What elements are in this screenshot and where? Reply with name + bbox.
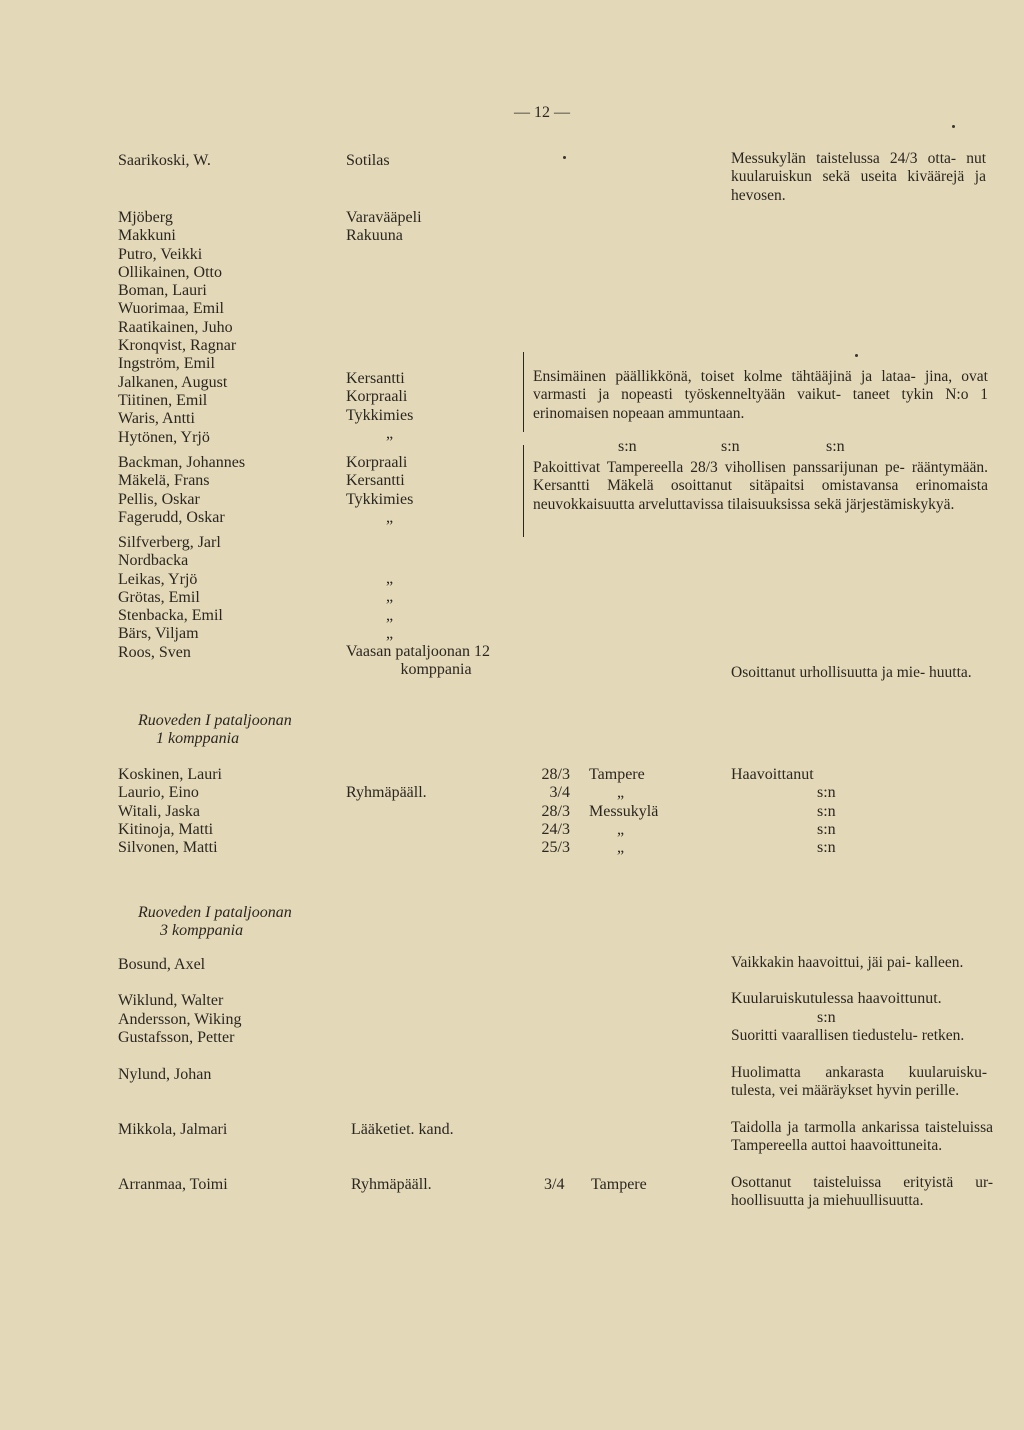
date: 24/3	[541, 820, 570, 838]
list-item: Makkuni	[118, 227, 176, 245]
heading-line: 3 komppania	[160, 922, 244, 940]
note-arranmaa: Osottanut taisteluissa erityistä ur- hoollisuutta ja miehuullisuutta.	[731, 1174, 993, 1210]
list-item: Tykkimies	[346, 490, 414, 508]
date-arranmaa: 3/4	[544, 1176, 565, 1193]
list-item: „	[386, 570, 394, 587]
rank-arranmaa: Ryhmäpääll.	[351, 1176, 432, 1193]
note: Haavoittanut	[731, 766, 814, 783]
note-mikkola: Taidolla ja tarmolla ankarissa taisteluissa Tampereella auttoi haavoittuneita.	[731, 1119, 993, 1155]
list-item: Ingström, Emil	[118, 355, 215, 373]
list-item: Varavääpeli	[346, 209, 422, 226]
name-wiklund: Wiklund, Walter	[118, 992, 224, 1009]
page-number: — 12 —	[514, 104, 570, 121]
note-wiklund: Kuularuiskutulessa haavoittunut.	[731, 990, 942, 1007]
speck	[952, 125, 955, 128]
note-saarikoski: Messukylän taistelussa 24/3 otta- nut kuularuiskun sekä useita kiväärejä ja hevosen.	[731, 150, 986, 204]
place: „	[617, 839, 625, 857]
list-item: Jalkanen, August	[118, 373, 228, 391]
brace	[523, 445, 524, 537]
speck	[855, 354, 858, 357]
place: Tampere	[589, 766, 645, 783]
date: 3/4	[549, 784, 570, 802]
table-row: Laurio, Eino	[118, 784, 199, 802]
list-item: Korpraali	[346, 388, 408, 406]
s2-rank-laurio: Ryhmäpääll.	[346, 784, 427, 801]
table-row: Koskinen, Lauri	[118, 766, 222, 783]
list-item: Kersantti	[346, 472, 405, 490]
heading-line: 1 komppania	[156, 730, 240, 748]
ranks-group1b	[346, 370, 413, 443]
ranks-group3	[386, 570, 393, 643]
table-row: Witali, Jaska	[118, 802, 200, 820]
note-bosund: Vaikkakin haavoittui, jäi pai- kalleen.	[731, 954, 964, 971]
note: s:n	[817, 784, 836, 802]
list-item: Pellis, Oskar	[118, 490, 200, 508]
rank-vaasa-line: komppania	[400, 661, 472, 679]
note-armored-train: Pakoittivat Tampereella 28/3 vihollisen panssarijunan pe- rääntymään. Kersantti Mäkelä osoittanut sitäpaitsi omistavansa erinomaista neuvokkaisuutta arveluttavissa tilaisuuksissa sekä järjestämiskykyä.	[533, 459, 988, 513]
heading-line: Ruoveden I pataljoonan	[138, 904, 292, 921]
list-item: „	[386, 624, 394, 642]
list-item: „	[386, 424, 394, 442]
names-group2	[118, 454, 245, 527]
list-item: Bärs, Viljam	[118, 625, 199, 643]
list-item: Hytönen, Yrjö	[118, 428, 210, 446]
place: Messukylä	[589, 802, 659, 820]
list-item: Nordbacka	[118, 552, 189, 570]
list-item: „	[386, 508, 394, 526]
note: s:n	[817, 820, 836, 838]
list-item: Backman, Johannes	[118, 454, 246, 471]
list-item: „	[386, 588, 394, 606]
note-nylund: Huolimatta ankarasta kuularuisku- tulesta, vei määräykset hyvin perille.	[731, 1064, 987, 1100]
ditto-sn: s:n	[618, 438, 637, 455]
s2-dates	[480, 766, 570, 857]
place: „	[617, 820, 625, 838]
place-arranmaa: Tampere	[591, 1176, 647, 1193]
table-row: Silvonen, Matti	[118, 839, 218, 857]
s2-places	[589, 766, 658, 857]
note-andersson: s:n	[817, 1009, 836, 1026]
table-row: Kitinoja, Matti	[118, 820, 214, 838]
rank-vaasa	[346, 643, 526, 680]
place: „	[617, 784, 625, 802]
list-item: Waris, Antti	[118, 410, 195, 428]
list-item: Roos, Sven	[118, 643, 191, 661]
list-item: Raatikainen, Juho	[118, 318, 233, 336]
speck	[563, 156, 566, 159]
ranks-group1a	[346, 209, 422, 246]
list-item: Kronqvist, Ragnar	[118, 337, 237, 355]
brace	[523, 352, 524, 432]
section-heading	[138, 904, 292, 941]
list-item: Korpraali	[346, 454, 408, 471]
date: 28/3	[541, 802, 570, 820]
date: 25/3	[541, 839, 570, 857]
note-gustafsson: Suoritti vaarallisen tiedustelu- retken.	[731, 1027, 965, 1044]
list-item: Grötas, Emil	[118, 588, 200, 606]
s2-notes	[731, 766, 836, 857]
s2-names	[118, 766, 222, 857]
list-item: Wuorimaa, Emil	[118, 300, 224, 318]
name-saarikoski: Saarikoski, W.	[118, 152, 211, 169]
list-item: „	[386, 606, 394, 624]
note: s:n	[817, 839, 836, 857]
list-item: Leikas, Yrjö	[118, 570, 198, 588]
list-item: Fagerudd, Oskar	[118, 508, 225, 526]
ditto-sn: s:n	[721, 438, 740, 455]
name-andersson: Andersson, Wiking	[118, 1011, 242, 1028]
name-arranmaa: Arranmaa, Toimi	[118, 1176, 228, 1193]
name-nylund: Nylund, Johan	[118, 1066, 212, 1083]
name-mikkola: Mikkola, Jalmari	[118, 1121, 228, 1138]
note-gun-crew: Ensimäinen päällikkönä, toiset kolme tähtääjinä ja lataa- jina, ovat varmasti ja nopeasti työskenneltyään vaikut- taneet tykin N:o 1 erinomaisen nopeaan ammuntaan.	[533, 368, 988, 422]
names-group1	[118, 209, 236, 447]
list-item: Ollikainen, Otto	[118, 263, 222, 281]
note-roos: Osoittanut urhollisuutta ja mie- huutta.	[731, 664, 972, 681]
list-item: Mjöberg	[118, 209, 173, 226]
name-gustafsson: Gustafsson, Petter	[118, 1029, 235, 1046]
names-group3	[118, 534, 223, 662]
name-bosund: Bosund, Axel	[118, 956, 206, 973]
list-item: Putro, Veikki	[118, 245, 203, 263]
ranks-group2	[346, 454, 413, 527]
note: s:n	[817, 802, 836, 820]
list-item: Stenbacka, Emil	[118, 607, 223, 625]
rank-saarikoski: Sotilas	[346, 152, 390, 169]
list-item: Rakuuna	[346, 227, 403, 245]
rank-vaasa-line: Vaasan pataljoonan 12	[346, 643, 490, 660]
list-item: Tiitinen, Emil	[118, 391, 208, 409]
ditto-sn: s:n	[826, 438, 845, 455]
list-item: Boman, Lauri	[118, 282, 207, 300]
list-item: Kersantti	[346, 370, 405, 387]
section-heading	[138, 712, 292, 749]
heading-line: Ruoveden I pataljoonan	[138, 712, 292, 729]
rank-mikkola: Lääketiet. kand.	[351, 1121, 454, 1138]
list-item: Tykkimies	[346, 406, 414, 424]
list-item: Mäkelä, Frans	[118, 472, 210, 490]
list-item: Silfverberg, Jarl	[118, 534, 221, 551]
date: 28/3	[541, 766, 570, 783]
